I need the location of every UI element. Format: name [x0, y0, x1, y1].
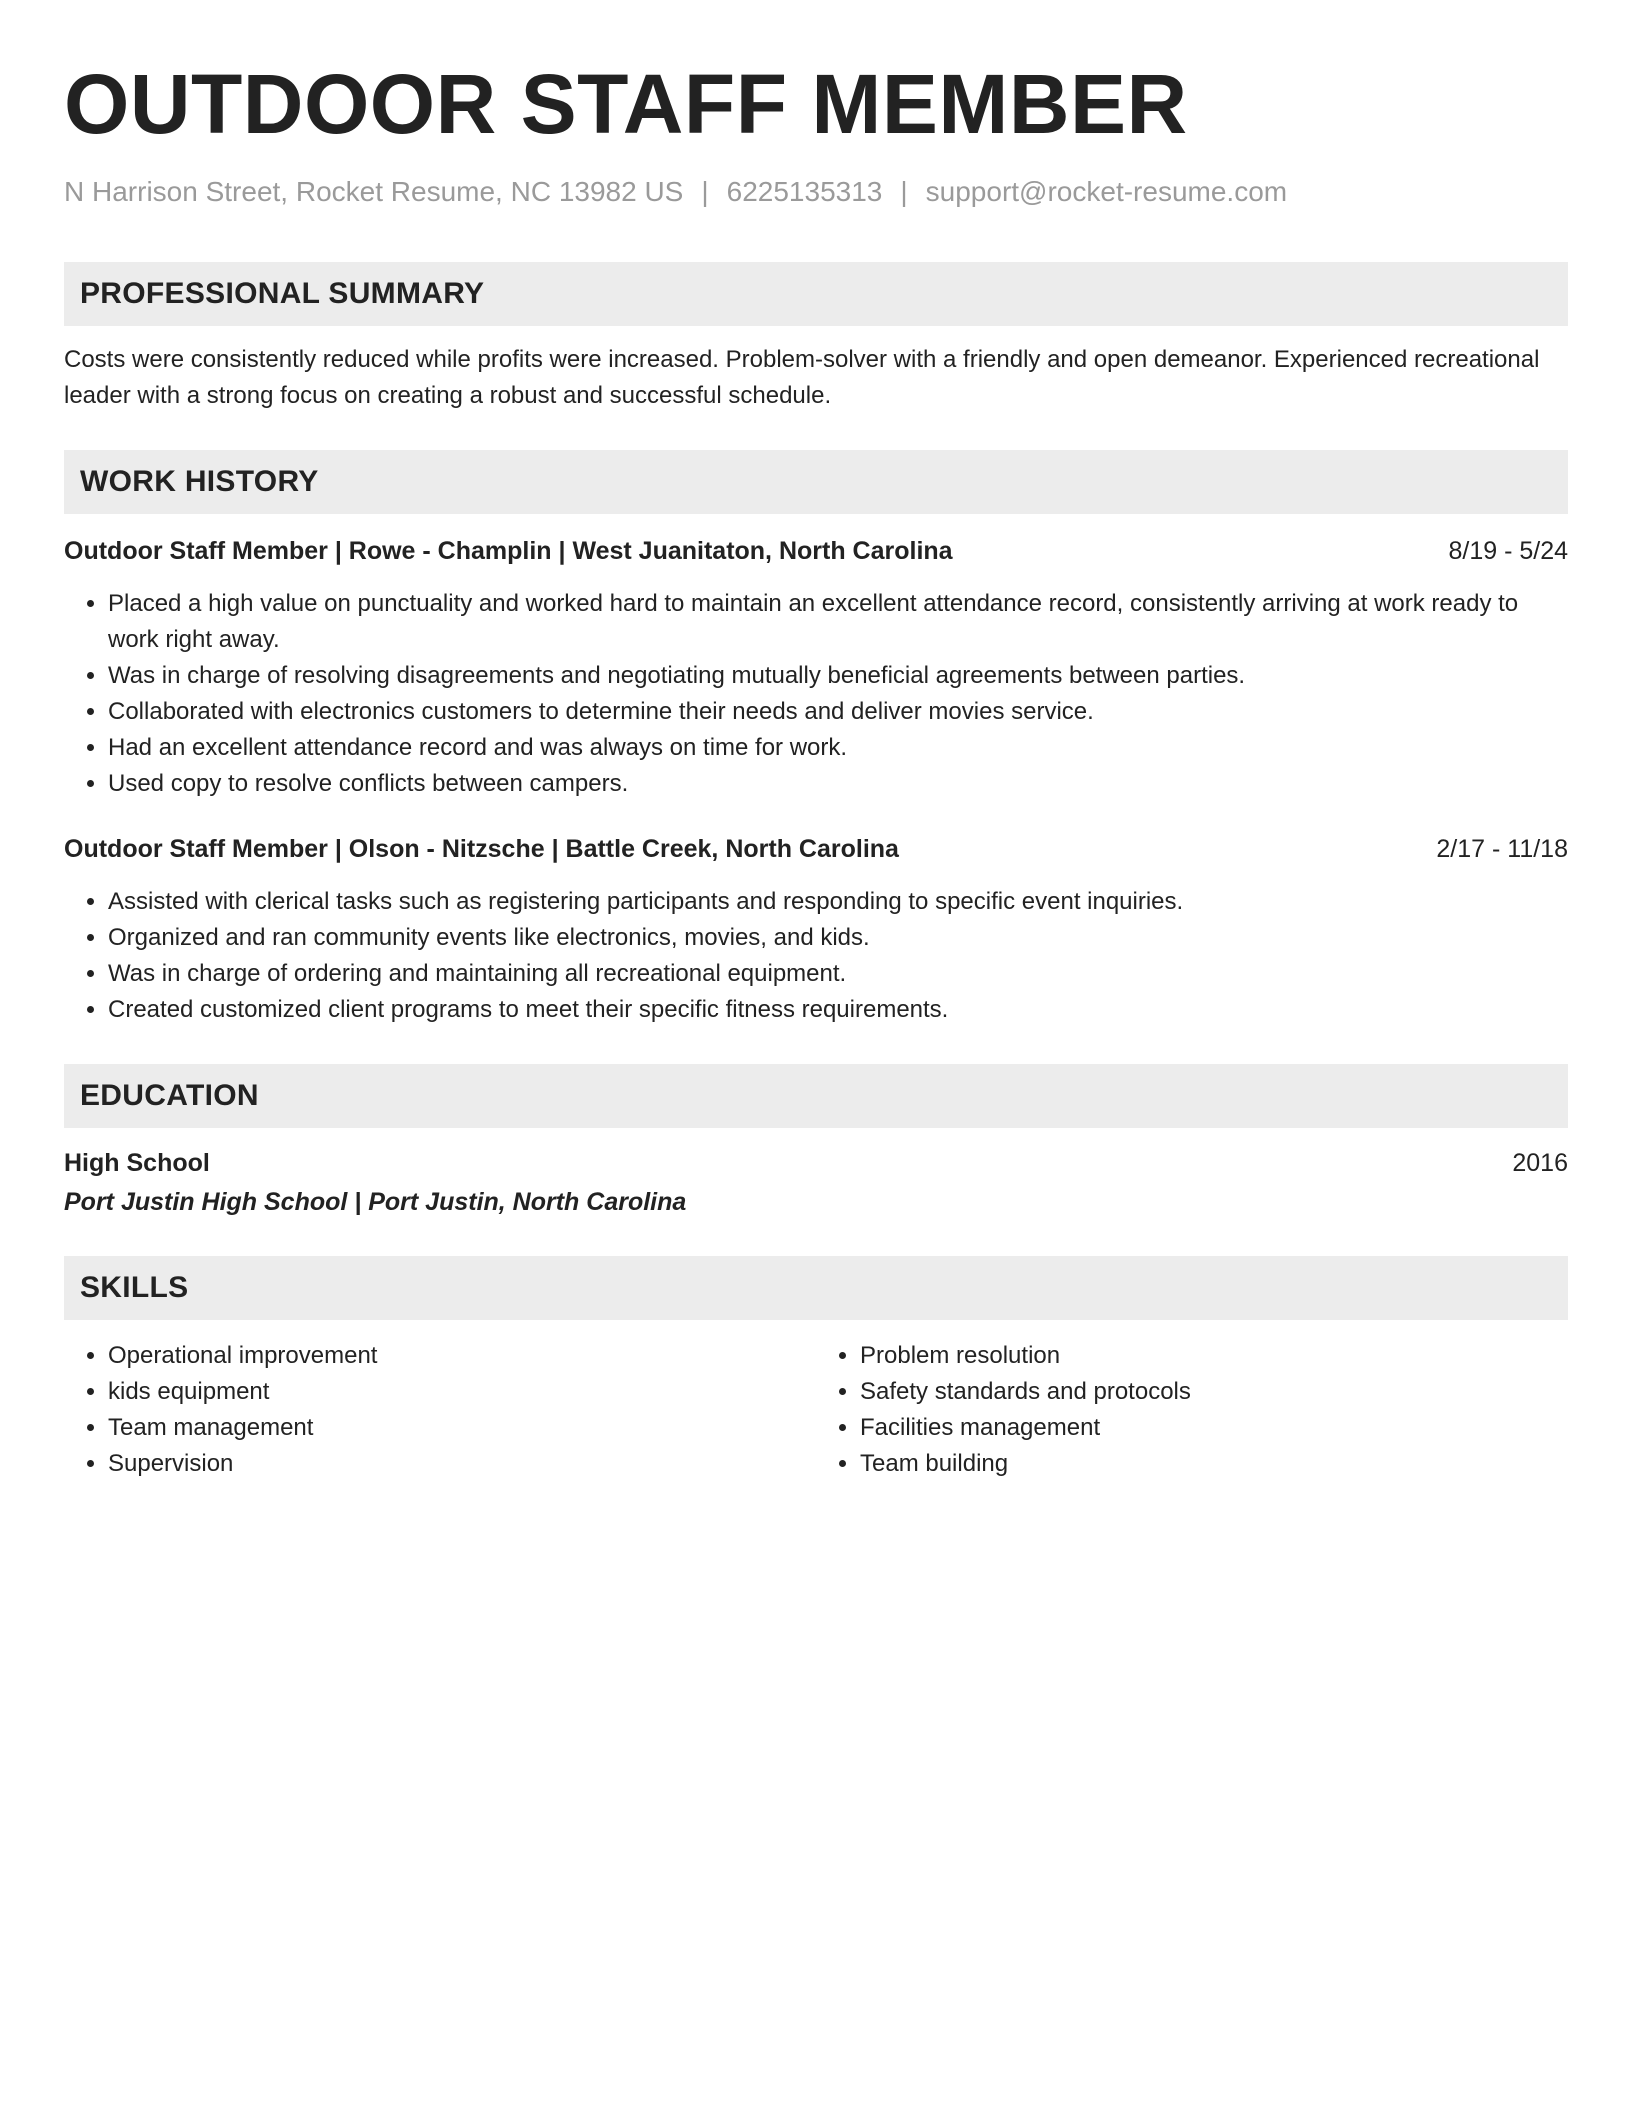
job-bullet: • Collaborated with electronics customers to determine their needs and deliver movies service.: [108, 694, 1568, 730]
job-bullet: • Used copy to resolve conflicts between campers.: [108, 766, 1568, 802]
skill-item: • Team building: [860, 1446, 1568, 1482]
job-title: Outdoor Staff Member | Rowe - Champlin | West Juanitaton, North Carolina: [64, 537, 953, 565]
skill-item: • Operational improvement: [108, 1338, 816, 1374]
skill-item: • Safety standards and protocols: [860, 1374, 1568, 1410]
job-header: [64, 534, 1568, 568]
skill-item: • Supervision: [108, 1446, 816, 1482]
section-heading-skills: SKILLS: [64, 1256, 1568, 1320]
job-bullet: • Had an excellent attendance record and was always on time for work.: [108, 730, 1568, 766]
job-bullet: • Created customized client programs to meet their specific fitness requirements.: [108, 992, 1568, 1028]
education-year: 2016: [1512, 1149, 1568, 1177]
contact-line: [64, 174, 1568, 210]
section-heading-summary: PROFESSIONAL SUMMARY: [64, 262, 1568, 326]
job-entry: [64, 832, 1568, 1028]
education-header: [64, 1146, 1568, 1180]
job-date: 8/19 - 5/24: [1448, 537, 1568, 565]
job-bullet: • Assisted with clerical tasks such as registering participants and responding to specific event inquiries.: [108, 884, 1568, 920]
job-bullets: [64, 884, 1568, 1028]
job-date: 2/17 - 11/18: [1436, 835, 1568, 863]
contact-address: N Harrison Street, Rocket Resume, NC 13982 US: [64, 176, 684, 207]
section-heading-education: EDUCATION: [64, 1064, 1568, 1128]
education-entry: [64, 1146, 1568, 1220]
contact-phone: 6225135313: [726, 176, 883, 207]
job-bullets: [64, 586, 1568, 802]
education-degree: High School: [64, 1149, 210, 1177]
skills-column-right: [816, 1338, 1568, 1482]
summary-text: Costs were consistently reduced while profits were increased. Problem-solver with a friendly and open demeanor. Experienced recreational leader with a strong focus on creating a robust and successful schedule.: [64, 346, 1540, 409]
skills-list: [64, 1338, 1568, 1482]
contact-separator: |: [701, 176, 709, 207]
resume-name: OUTDOOR STAFF MEMBER: [64, 57, 1188, 151]
skills-column-left: [64, 1338, 816, 1482]
job-entry: [64, 534, 1568, 802]
skill-item: • Facilities management: [860, 1410, 1568, 1446]
job-bullet: • Was in charge of resolving disagreements and negotiating mutually beneficial agreements between parties.: [108, 658, 1568, 694]
job-header: [64, 832, 1568, 866]
skill-item: • kids equipment: [108, 1374, 816, 1410]
section-heading-work-history: WORK HISTORY: [64, 450, 1568, 514]
job-title: Outdoor Staff Member | Olson - Nitzsche | Battle Creek, North Carolina: [64, 835, 899, 863]
job-bullet: • Placed a high value on punctuality and worked hard to maintain an excellent attendance record, consistently arriving at work ready to work right away.: [108, 586, 1568, 658]
skill-item: • Problem resolution: [860, 1338, 1568, 1374]
skill-item: • Team management: [108, 1410, 816, 1446]
job-bullet: • Was in charge of ordering and maintaining all recreational equipment.: [108, 956, 1568, 992]
contact-separator: |: [900, 176, 908, 207]
education-school: Port Justin High School | Port Justin, North Carolina: [64, 1188, 687, 1216]
job-bullet: • Organized and ran community events like electronics, movies, and kids.: [108, 920, 1568, 956]
contact-email: support@rocket-resume.com: [925, 176, 1288, 207]
